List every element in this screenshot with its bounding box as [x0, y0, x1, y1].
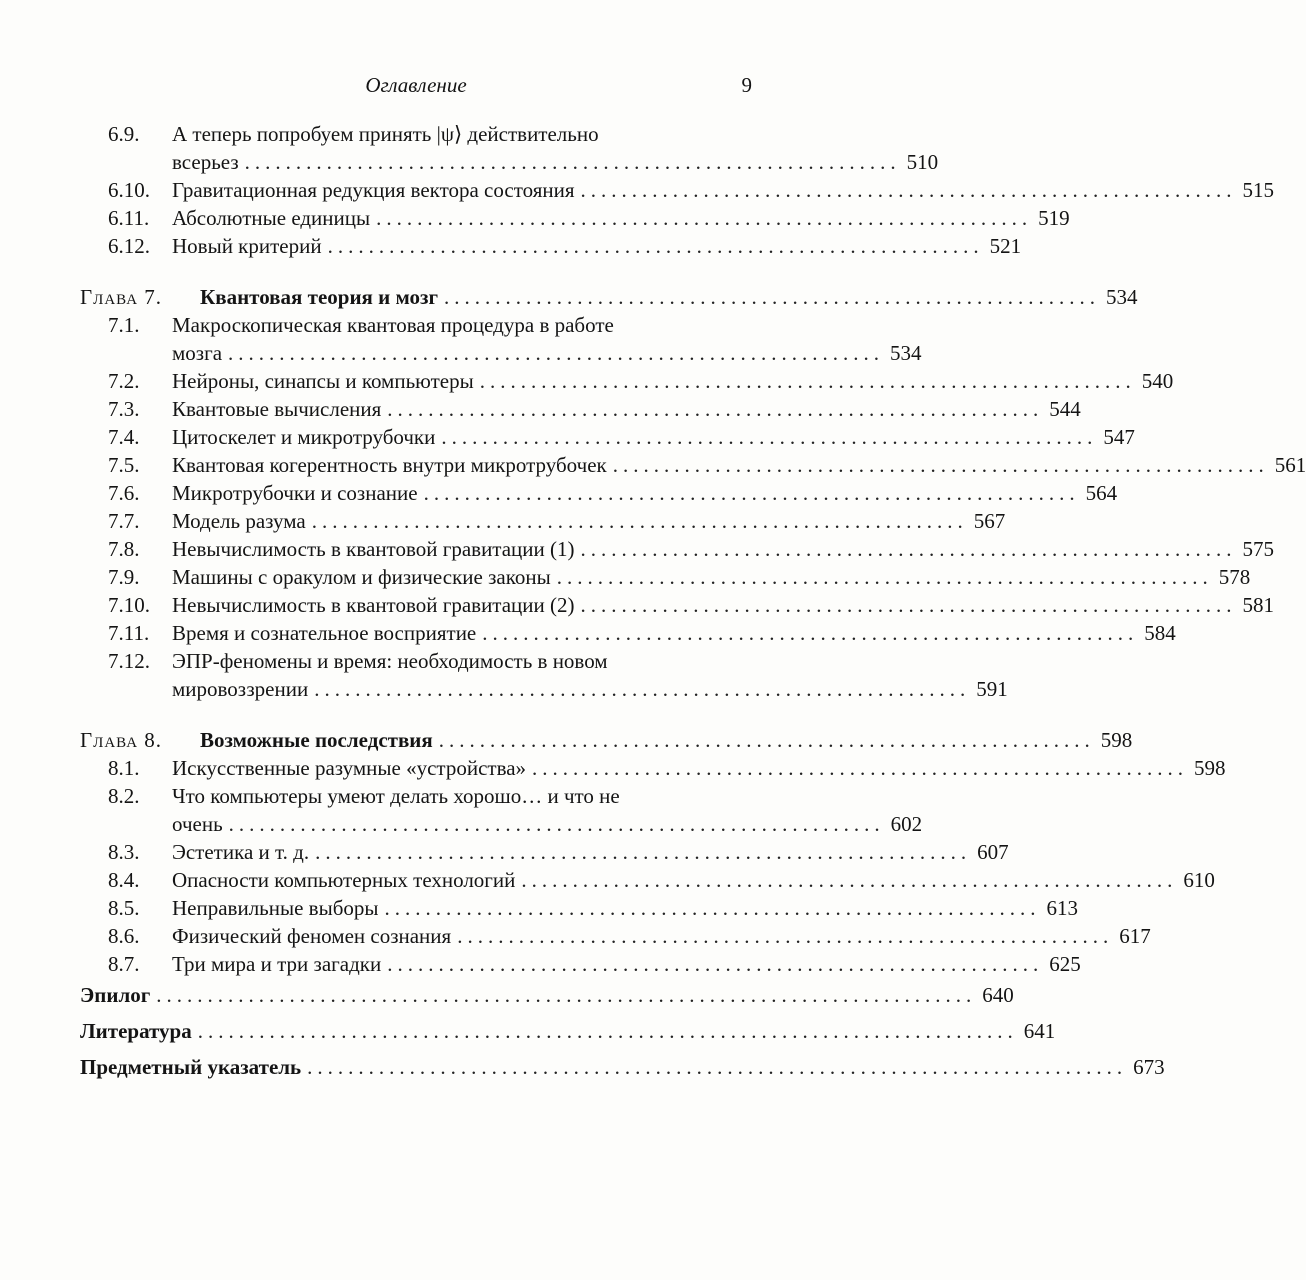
section-title: Невычислимость в квантовой гравитации (2) — [172, 593, 575, 617]
section-title: Квантовые вычисления — [172, 397, 382, 421]
toc-entry-6-12[interactable] — [80, 232, 1022, 260]
toc-entry-6-11[interactable] — [80, 204, 1070, 232]
toc-chapter-8[interactable] — [80, 726, 1133, 754]
toc-entry-8-3[interactable] — [80, 838, 1009, 866]
toc-entry-7-8[interactable] — [80, 535, 1275, 563]
section-title: Макроскопическая квантовая процедура в работе — [172, 313, 614, 337]
toc-entry-7-12[interactable] — [80, 647, 752, 675]
leader-dots: ................................................................ — [315, 840, 972, 864]
backmatter-title: Литература — [80, 1019, 192, 1043]
section-title: Абсолютные единицы — [172, 206, 371, 230]
section-number: 6.12. — [108, 234, 150, 258]
leader-dots: ................................................................ — [441, 425, 1098, 449]
section-number: 7.2. — [108, 369, 140, 393]
page-ref: 617 — [1119, 924, 1151, 948]
toc-entry-7-10[interactable] — [80, 591, 1275, 619]
backmatter-title: Эпилог — [80, 983, 151, 1007]
leader-dots: ................................................................ — [228, 812, 885, 836]
section-number: 8.5. — [108, 896, 140, 920]
section-title-cont: всерьез — [172, 150, 239, 174]
page-ref: 625 — [1049, 952, 1081, 976]
page-ref: 641 — [1023, 1019, 1056, 1043]
leader-dots: ................................................................ — [423, 481, 1080, 505]
chapter-title: Квантовая теория и мозг — [200, 285, 439, 309]
page-ref: 561 — [1274, 453, 1306, 477]
section-number: 8.7. — [108, 952, 140, 976]
page-ref: 547 — [1103, 425, 1135, 449]
page-ref: 673 — [1133, 1055, 1165, 1079]
toc-entry-8-7[interactable] — [80, 950, 1081, 978]
toc-entry-7-11[interactable] — [80, 619, 1176, 647]
leader-dots: ................................................................ — [438, 728, 1095, 752]
page-ref: 607 — [977, 840, 1009, 864]
section-title: Цитоскелет и микротрубочки — [172, 425, 436, 449]
section-number: 8.3. — [108, 840, 140, 864]
toc-entry-6-9[interactable] — [80, 120, 752, 148]
leader-dots: ................................................................ — [612, 453, 1269, 477]
toc-entry-6-9-cont[interactable] — [80, 148, 939, 176]
section-title: Невычислимость в квантовой гравитации (1) — [172, 537, 575, 561]
leader-dots: ................................................................ — [556, 565, 1213, 589]
section-title: Что компьютеры умеют делать хорошо… и что не — [172, 784, 620, 808]
toc-entry-7-12-cont[interactable] — [80, 675, 1008, 703]
leader-dots: ................................................................ — [457, 924, 1114, 948]
leader-dots: ................................................................ — [532, 756, 1189, 780]
page-ref: 510 — [906, 150, 939, 174]
section-number: 7.7. — [108, 509, 140, 533]
section-number: 7.8. — [108, 537, 140, 561]
page-ref: 540 — [1141, 369, 1174, 393]
toc-entry-8-2[interactable] — [80, 782, 752, 810]
section-title-cont: очень — [172, 812, 223, 836]
section-title: Нейроны, синапсы и компьютеры — [172, 369, 474, 393]
page-ref: 598 — [1100, 728, 1133, 752]
section-number: 7.4. — [108, 425, 140, 449]
section-number: 7.12. — [108, 649, 150, 673]
leader-dots: ................................................................ — [376, 206, 1033, 230]
section-title-cont: мировоззрении — [172, 677, 309, 701]
section-number: 7.6. — [108, 481, 140, 505]
toc-epilogue[interactable] — [80, 981, 1014, 1009]
page-ref: 567 — [973, 509, 1006, 533]
section-title: Неправильные выборы — [172, 896, 379, 920]
toc-entry-7-5[interactable] — [80, 451, 1306, 479]
page-ref: 602 — [890, 812, 923, 836]
section-title: Опасности компьютерных технологий — [172, 868, 516, 892]
leader-dots: ................................................................................ — [307, 1055, 1128, 1079]
running-head-title: Оглавление — [365, 73, 467, 97]
section-title: Три мира и три загадки — [172, 952, 382, 976]
toc-entry-8-6[interactable] — [80, 922, 1151, 950]
page-ref: 534 — [890, 341, 922, 365]
toc-entry-6-10[interactable] — [80, 176, 1275, 204]
leader-dots: ................................................................ — [580, 537, 1237, 561]
backmatter-title: Предметный указатель — [80, 1055, 302, 1079]
page-ref: 613 — [1046, 896, 1078, 920]
section-number: 7.1. — [108, 313, 140, 337]
section-title: Новый критерий — [172, 234, 322, 258]
section-number: 7.3. — [108, 397, 140, 421]
page-ref: 584 — [1144, 621, 1176, 645]
toc-entry-8-5[interactable] — [80, 894, 1078, 922]
toc-chapter-7[interactable] — [80, 283, 1138, 311]
page-ref: 578 — [1218, 565, 1251, 589]
section-title: Модель разума — [172, 509, 306, 533]
section-title: ЭПР-феномены и время: необходимость в новом — [172, 649, 608, 673]
section-title: Физический феномен сознания — [172, 924, 452, 948]
toc-entry-7-6[interactable] — [80, 479, 1118, 507]
chapter-title: Возможные последствия — [200, 728, 433, 752]
leader-dots: ................................................................ — [479, 369, 1136, 393]
toc-entry-7-2[interactable] — [80, 367, 1174, 395]
page-ref: 564 — [1085, 481, 1118, 505]
page-ref: 544 — [1049, 397, 1081, 421]
leader-dots: ................................................................ — [387, 952, 1044, 976]
leader-dots: ................................................................ — [387, 397, 1044, 421]
page-number: 9 — [741, 73, 752, 97]
chapter-label: Глава 8. — [80, 728, 163, 752]
leader-dots: ................................................................ — [580, 593, 1237, 617]
leader-dots: ................................................................................ — [156, 983, 977, 1007]
page-ref: 515 — [1242, 178, 1275, 202]
section-number: 8.2. — [108, 784, 140, 808]
page-ref: 640 — [982, 983, 1014, 1007]
page-ref: 610 — [1183, 868, 1215, 892]
section-number: 7.9. — [108, 565, 140, 589]
page-ref: 534 — [1106, 285, 1138, 309]
page-ref: 575 — [1242, 537, 1275, 561]
leader-dots: ................................................................ — [244, 150, 901, 174]
toc-entry-8-2-cont[interactable] — [80, 810, 923, 838]
section-number: 6.10. — [108, 178, 150, 202]
section-title: Микротрубочки и сознание — [172, 481, 418, 505]
toc-entry-8-1[interactable] — [80, 754, 1226, 782]
running-head — [80, 70, 752, 100]
leader-dots: ................................................................ — [444, 285, 1101, 309]
section-title: А теперь попробуем принять |ψ⟩ действительно — [172, 122, 599, 146]
section-title: Гравитационная редукция вектора состояния — [172, 178, 575, 202]
section-title: Искусственные разумные «устройства» — [172, 756, 527, 780]
section-number: 8.6. — [108, 924, 140, 948]
section-title: Время и сознательное восприятие — [172, 621, 477, 645]
section-number: 7.10. — [108, 593, 150, 617]
toc-entry-7-4[interactable] — [80, 423, 1135, 451]
toc-entry-7-3[interactable] — [80, 395, 1081, 423]
leader-dots: ................................................................ — [384, 896, 1041, 920]
toc-bibliography[interactable] — [80, 1017, 1056, 1045]
leader-dots: ................................................................ — [314, 677, 971, 701]
leader-dots: ................................................................ — [228, 341, 885, 365]
section-number: 8.4. — [108, 868, 140, 892]
section-number: 7.11. — [108, 621, 150, 645]
section-number: 8.1. — [108, 756, 140, 780]
chapter-label: Глава 7. — [80, 285, 163, 309]
section-number: 6.11. — [108, 206, 150, 230]
section-title-cont: мозга — [172, 341, 223, 365]
leader-dots: ................................................................ — [482, 621, 1139, 645]
page-ref: 581 — [1242, 593, 1275, 617]
section-number: 6.9. — [108, 122, 140, 146]
page-ref: 591 — [976, 677, 1008, 701]
section-number: 7.5. — [108, 453, 140, 477]
page-ref: 519 — [1038, 206, 1070, 230]
leader-dots: ................................................................ — [580, 178, 1237, 202]
section-title: Машины с оракулом и физические законы — [172, 565, 551, 589]
page-ref: 521 — [989, 234, 1022, 258]
section-title: Эстетика и т. д. — [172, 840, 310, 864]
page-ref: 598 — [1194, 756, 1226, 780]
section-title: Квантовая когерентность внутри микротрубочек — [172, 453, 607, 477]
leader-dots: ................................................................ — [521, 868, 1178, 892]
toc-subject-index[interactable] — [80, 1053, 1165, 1081]
toc-entry-7-1-cont[interactable] — [80, 339, 922, 367]
leader-dots: ................................................................ — [311, 509, 968, 533]
toc-entry-7-9[interactable] — [80, 563, 1251, 591]
toc-entry-8-4[interactable] — [80, 866, 1215, 894]
toc-entry-7-7[interactable] — [80, 507, 1006, 535]
leader-dots: ................................................................................ — [197, 1019, 1018, 1043]
leader-dots: ................................................................ — [327, 234, 984, 258]
toc-entry-7-1[interactable] — [80, 311, 752, 339]
